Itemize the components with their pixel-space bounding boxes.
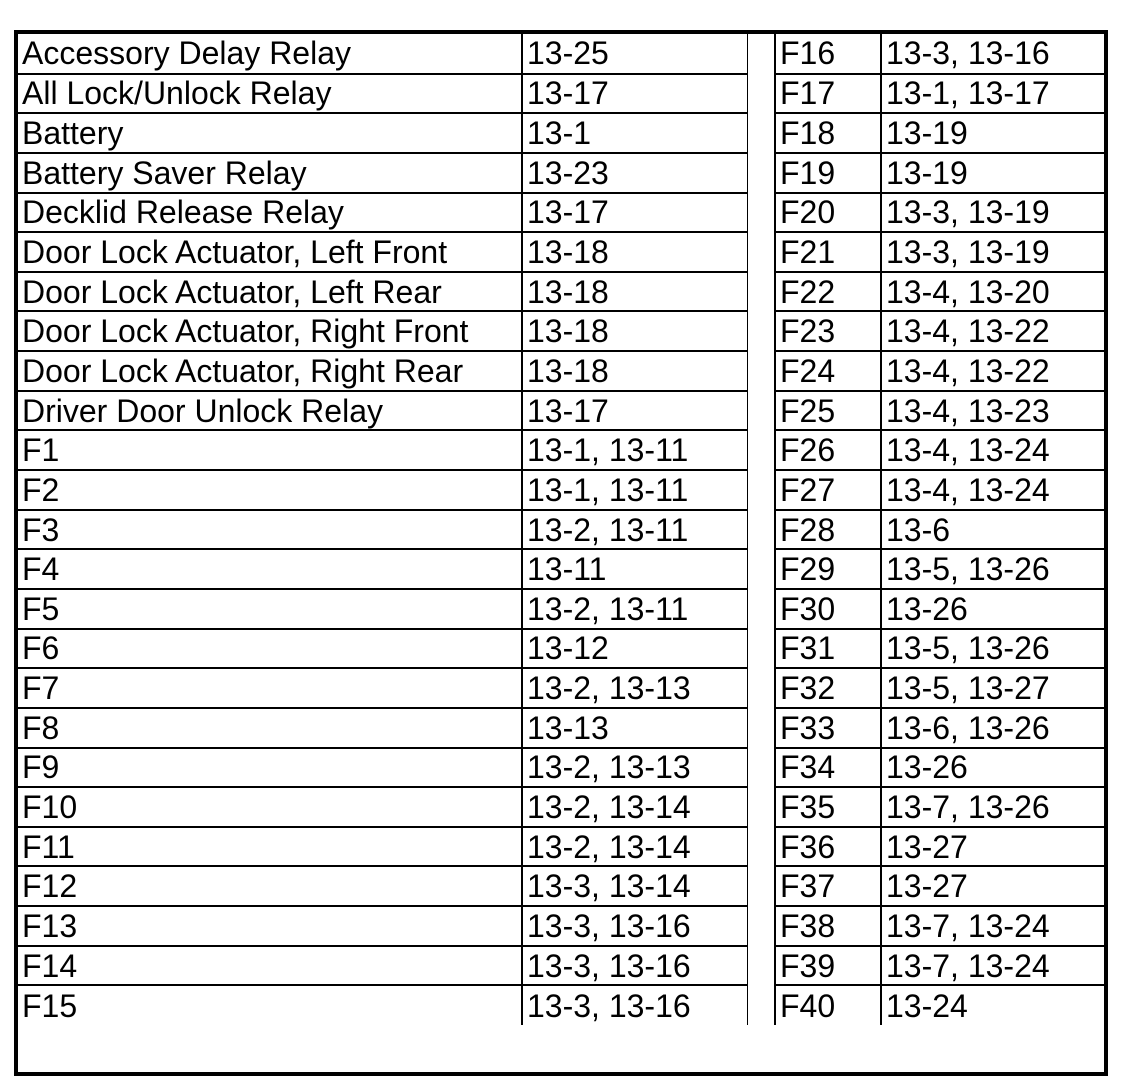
table-row	[18, 946, 748, 986]
table-row	[775, 391, 1105, 431]
page-reference-cell: 13-4, 13-24	[881, 430, 1105, 470]
component-name-cell: F14	[18, 946, 522, 986]
table-row	[775, 708, 1105, 748]
page-reference-cell: 13-2, 13-14	[522, 827, 748, 867]
page-reference-cell: 13-24	[881, 985, 1105, 1025]
table-row	[775, 866, 1105, 906]
table-row	[775, 34, 1105, 74]
component-name-cell: F4	[18, 549, 522, 589]
table-row	[18, 391, 748, 431]
page-reference-cell: 13-3, 13-14	[522, 866, 748, 906]
component-name-cell: F36	[775, 827, 881, 867]
component-name-cell: All Lock/Unlock Relay	[18, 74, 522, 114]
component-name-cell: F8	[18, 708, 522, 748]
component-name-cell: F13	[18, 906, 522, 946]
table-row	[775, 193, 1105, 233]
page-reference-cell: 13-3, 13-16	[522, 946, 748, 986]
page-reference-cell: 13-3, 13-19	[881, 232, 1105, 272]
column-divider	[748, 34, 774, 1072]
component-name-cell: Battery Saver Relay	[18, 153, 522, 193]
component-name-cell: F7	[18, 668, 522, 708]
table-row	[775, 311, 1105, 351]
component-name-cell: F15	[18, 985, 522, 1025]
component-name-cell: F23	[775, 311, 881, 351]
component-name-cell: Decklid Release Relay	[18, 193, 522, 233]
page-reference-cell: 13-27	[881, 827, 1105, 867]
component-name-cell: F6	[18, 629, 522, 669]
page-reference-cell: 13-1, 13-11	[522, 430, 748, 470]
component-name-cell: F40	[775, 985, 881, 1025]
page-reference-cell: 13-18	[522, 272, 748, 312]
page-reference-cell: 13-4, 13-23	[881, 391, 1105, 431]
table-row	[18, 430, 748, 470]
component-name-cell: F17	[775, 74, 881, 114]
page-reference-cell: 13-4, 13-22	[881, 351, 1105, 391]
page-reference-cell: 13-4, 13-24	[881, 470, 1105, 510]
table-row	[775, 549, 1105, 589]
component-name-cell: F20	[775, 193, 881, 233]
component-name-cell: Accessory Delay Relay	[18, 34, 522, 74]
table-row	[775, 470, 1105, 510]
component-name-cell: F24	[775, 351, 881, 391]
table-row	[18, 906, 748, 946]
component-name-cell: F37	[775, 866, 881, 906]
table-row	[18, 549, 748, 589]
page-reference-cell: 13-2, 13-13	[522, 748, 748, 788]
page-reference-cell: 13-6	[881, 510, 1105, 550]
table-row	[775, 748, 1105, 788]
page-reference-cell: 13-3, 13-16	[522, 985, 748, 1025]
component-name-cell: F27	[775, 470, 881, 510]
page-reference-cell: 13-2, 13-11	[522, 510, 748, 550]
table-row	[18, 510, 748, 550]
component-name-cell: Door Lock Actuator, Right Rear	[18, 351, 522, 391]
table-row	[18, 629, 748, 669]
page-reference-cell: 13-18	[522, 311, 748, 351]
table-row	[775, 985, 1105, 1025]
page-reference-cell: 13-5, 13-26	[881, 549, 1105, 589]
page-reference-cell: 13-3, 13-16	[522, 906, 748, 946]
page-reference-cell: 13-11	[522, 549, 748, 589]
component-name-cell: Door Lock Actuator, Right Front	[18, 311, 522, 351]
table-row	[18, 34, 748, 74]
table-row	[18, 193, 748, 233]
page-reference-cell: 13-4, 13-20	[881, 272, 1105, 312]
table-row	[775, 430, 1105, 470]
table-row	[775, 906, 1105, 946]
table-row	[775, 510, 1105, 550]
table-row	[18, 470, 748, 510]
page-reference-cell: 13-17	[522, 391, 748, 431]
component-name-cell: F12	[18, 866, 522, 906]
table-row	[18, 272, 748, 312]
page-reference-cell: 13-13	[522, 708, 748, 748]
page-reference-cell: 13-5, 13-26	[881, 629, 1105, 669]
page-reference-cell: 13-1	[522, 113, 748, 153]
component-name-cell: F29	[775, 549, 881, 589]
component-name-cell: Driver Door Unlock Relay	[18, 391, 522, 431]
component-name-cell: F35	[775, 787, 881, 827]
table-row	[775, 74, 1105, 114]
component-name-cell: F11	[18, 827, 522, 867]
table-row	[18, 232, 748, 272]
table-row	[18, 74, 748, 114]
table-row	[775, 787, 1105, 827]
page-reference-cell: 13-26	[881, 748, 1105, 788]
page-reference-cell: 13-19	[881, 113, 1105, 153]
table-row	[775, 827, 1105, 867]
page-reference-cell: 13-7, 13-24	[881, 946, 1105, 986]
table-row	[18, 827, 748, 867]
page-reference-cell: 13-17	[522, 74, 748, 114]
component-name-cell: F9	[18, 748, 522, 788]
component-name-cell: F19	[775, 153, 881, 193]
page-reference-cell: 13-7, 13-24	[881, 906, 1105, 946]
component-name-cell: F16	[775, 34, 881, 74]
index-table-left	[18, 34, 749, 1025]
page-reference-cell: 13-2, 13-11	[522, 589, 748, 629]
component-name-cell: F25	[775, 391, 881, 431]
table-row	[18, 748, 748, 788]
table-row	[18, 668, 748, 708]
table-row	[18, 589, 748, 629]
page-reference-cell: 13-7, 13-26	[881, 787, 1105, 827]
component-name-cell: F5	[18, 589, 522, 629]
component-name-cell: Door Lock Actuator, Left Front	[18, 232, 522, 272]
table-row	[18, 153, 748, 193]
page-reference-cell: 13-17	[522, 193, 748, 233]
component-name-cell: F32	[775, 668, 881, 708]
component-name-cell: F21	[775, 232, 881, 272]
component-name-cell: F33	[775, 708, 881, 748]
table-row	[18, 787, 748, 827]
component-name-cell: F30	[775, 589, 881, 629]
index-table-right	[774, 34, 1105, 1025]
component-index-table	[14, 30, 1108, 1076]
component-name-cell: F28	[775, 510, 881, 550]
table-row	[18, 113, 748, 153]
page-reference-cell: 13-27	[881, 866, 1105, 906]
page-reference-cell: 13-26	[881, 589, 1105, 629]
table-row	[775, 629, 1105, 669]
page-reference-cell: 13-3, 13-16	[881, 34, 1105, 74]
page-reference-cell: 13-1, 13-17	[881, 74, 1105, 114]
component-name-cell: F10	[18, 787, 522, 827]
table-row	[775, 589, 1105, 629]
table-row	[775, 351, 1105, 391]
page-reference-cell: 13-18	[522, 232, 748, 272]
page-reference-cell: 13-1, 13-11	[522, 470, 748, 510]
page-reference-cell: 13-18	[522, 351, 748, 391]
table-row	[775, 153, 1105, 193]
page-reference-cell: 13-23	[522, 153, 748, 193]
page-reference-cell: 13-2, 13-14	[522, 787, 748, 827]
table-row	[775, 272, 1105, 312]
table-row	[775, 113, 1105, 153]
table-row	[775, 232, 1105, 272]
page-reference-cell: 13-3, 13-19	[881, 193, 1105, 233]
component-name-cell: F31	[775, 629, 881, 669]
table-row	[18, 866, 748, 906]
component-name-cell: F38	[775, 906, 881, 946]
table-row	[18, 351, 748, 391]
component-name-cell: F18	[775, 113, 881, 153]
page-reference-cell: 13-19	[881, 153, 1105, 193]
table-row	[18, 311, 748, 351]
table-row	[18, 708, 748, 748]
page-reference-cell: 13-4, 13-22	[881, 311, 1105, 351]
table-row	[775, 946, 1105, 986]
component-name-cell: Battery	[18, 113, 522, 153]
page-reference-cell: 13-6, 13-26	[881, 708, 1105, 748]
page-reference-cell: 13-12	[522, 629, 748, 669]
page-reference-cell: 13-2, 13-13	[522, 668, 748, 708]
table-row	[775, 668, 1105, 708]
component-name-cell: F26	[775, 430, 881, 470]
page-reference-cell: 13-5, 13-27	[881, 668, 1105, 708]
page-reference-cell: 13-25	[522, 34, 748, 74]
component-name-cell: F34	[775, 748, 881, 788]
component-name-cell: F39	[775, 946, 881, 986]
table-row	[18, 985, 748, 1025]
component-name-cell: Door Lock Actuator, Left Rear	[18, 272, 522, 312]
component-name-cell: F3	[18, 510, 522, 550]
component-name-cell: F2	[18, 470, 522, 510]
component-name-cell: F22	[775, 272, 881, 312]
component-name-cell: F1	[18, 430, 522, 470]
